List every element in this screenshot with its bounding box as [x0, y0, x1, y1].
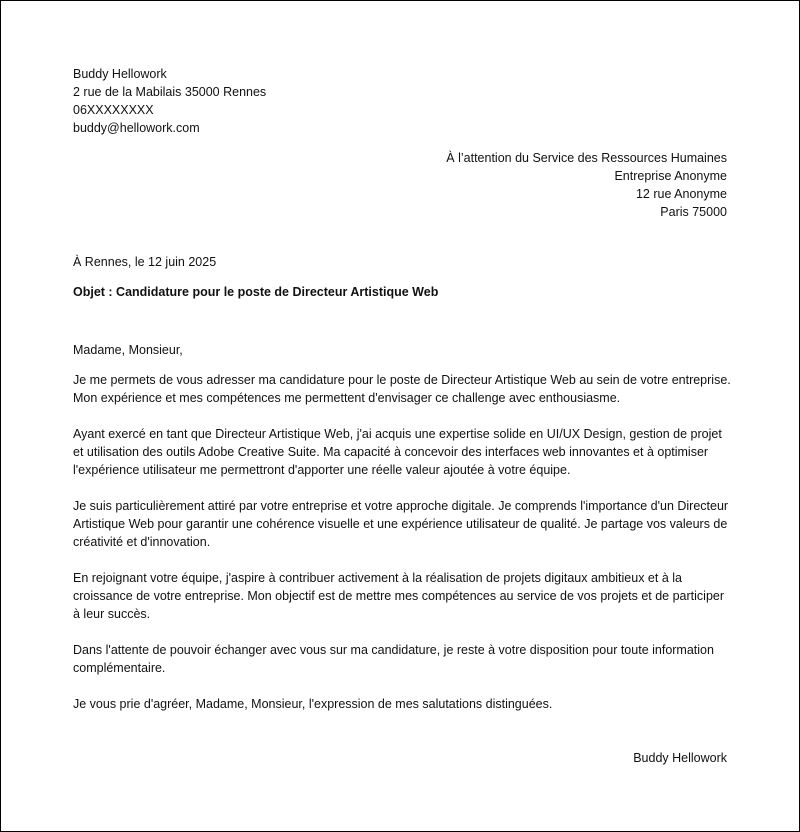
recipient-company: Entreprise Anonyme: [614, 169, 727, 183]
body-paragraph: En rejoignant votre équipe, j'aspire à contribuer activement à la réalisation de projets digitaux ambitieux et à la croissance de votre entreprise. Mon objectif est de mettre mes compétences au service de vos projets et de participer à leur succès.: [73, 571, 725, 621]
recipient-attention: À l’attention du Service des Ressources Humaines: [446, 151, 727, 165]
sender-email: buddy@hellowork.com: [73, 121, 200, 135]
sender-name: Buddy Hellowork: [73, 67, 167, 81]
body-paragraph: Je me permets de vous adresser ma candidature pour le poste de Directeur Artistique Web au sein de votre entreprise. Mon expérience et mes compétences me permettent d'envisager ce challenge avec enthousiasme.: [73, 373, 731, 405]
salutation: Madame, Monsieur,: [73, 343, 183, 357]
subject-line: Objet : Candidature pour le poste de Directeur Artistique Web: [73, 285, 439, 299]
body-paragraph: Ayant exercé en tant que Directeur Artistique Web, j'ai acquis une expertise solide en UI/UX Design, gestion de projet et utilisation des outils Adobe Creative Suite. Ma capacité à concevoir des interfaces web innovantes et à optimiser l'expérience utilisateur me permettront d'apporter une réelle valeur ajoutée à votre équipe.: [73, 427, 722, 477]
body-paragraph: Dans l'attente de pouvoir échanger avec vous sur ma candidature, je reste à votre disposition pour toute information complémentaire.: [73, 643, 714, 675]
sender-phone: 06XXXXXXXX: [73, 103, 154, 117]
letter-body: [73, 341, 733, 713]
recipient-block: [307, 149, 727, 221]
date-line: À Rennes, le 12 juin 2025: [73, 255, 217, 269]
recipient-street: 12 rue Anonyme: [635, 187, 727, 201]
sender-address: 2 rue de la Mabilais 35000 Rennes: [73, 85, 267, 99]
body-paragraph: Je suis particulièrement attiré par votre entreprise et votre approche digitale. Je comprends l'importance d'un Directeur Artistique Web pour garantir une cohérence visuelle et une expérience utilisateur de qualité. Je partage vos valeurs de créativité et d'innovation.: [73, 499, 729, 549]
closing-formula: Je vous prie d'agréer, Madame, Monsieur, l'expression de mes salutations distinguées.: [73, 697, 553, 711]
signature: Buddy Hellowork: [633, 751, 727, 765]
recipient-city: Paris 75000: [660, 205, 727, 219]
sender-block: [73, 65, 473, 137]
